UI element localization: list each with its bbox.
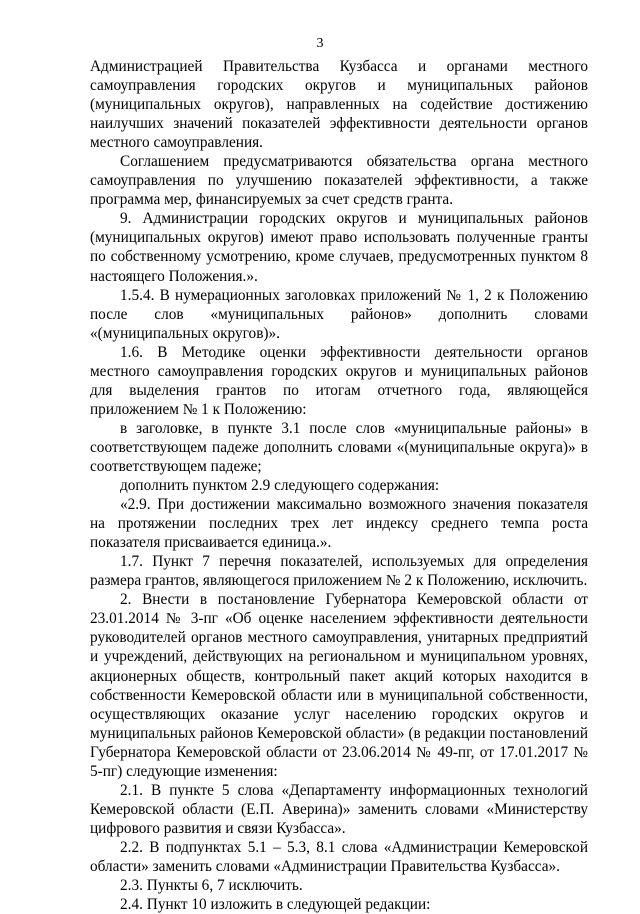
paragraph: Соглашением предусматриваются обязательства органа местного самоуправления по улучшению показателей эффективности, а также программа мер, финансируемых за счет средств гранта. [90,153,588,209]
paragraph: 2. Внести в постановление Губернатора Кемеровской области от 23.01.2014 № 3-пг «Об оценке населением эффективности деятельности руководителей органов местного самоуправления, унитарных предприятий и учреждений, действующих на региональном и муниципальном уровнях, акционерных обществ, контрольный пакет акций которых находится в собственности Кемеровской области или в муниципальной собственности, осуществляющих оказание услуг населению городских округов и муниципальных районов Кемеровской области» (в редакции постановлений Губернатора Кемеровской области от 23.06.2014 № 49-пг, от 17.01.2017 № 5-пг) следующие изменения: [90,591,588,780]
paragraph: 1.6. В Методике оценки эффективности деятельности органов местного самоуправления городских округов и муниципальных районов для выделения грантов по итогам отчетного года, являющейся приложением № 1 к Положению: [90,343,588,418]
paragraph: 9. Администрации городских округов и муниципальных районов (муниципальных округов) имеют право использовать полученные гранты по собственному усмотрению, кроме случаев, предусмотренных пунктом 8 настоящего Положения.». [90,210,588,285]
paragraph: 1.7. Пункт 7 перечня показателей, используемых для определения размера грантов, являющегося приложением № 2 к Положению, исключить. [90,553,588,590]
paragraph: Администрацией Правительства Кузбасса и органами местного самоуправления городских округов и муниципальных районов (муниципальных округов), направленных на содействие достижению наилучших значений показателей эффективности деятельности органов местного самоуправления. [90,58,588,152]
document-body [90,57,588,914]
paragraph: 2.3. Пункты 6, 7 исключить. [120,877,303,895]
paragraph: в заголовке, в пункте 3.1 после слов «муниципальные районы» в соответствующем падеже дополнить словами «(муниципальные округа)» в соответствующем падеже; [90,419,588,475]
paragraph: «2.9. При достижении максимально возможного значения показателя на протяжении последних трех лет индексу среднего темпа роста показателя присваивается единица.». [90,496,588,552]
paragraph: 2.2. В подпунктах 5.1 – 5.3, 8.1 слова «Администрации Кемеровской области» заменить словами «Администрации Правительства Кузбасса». [90,838,588,875]
paragraph: 2.4. Пункт 10 изложить в следующей редакции: [120,896,431,914]
paragraph: 2.1. В пункте 5 слова «Департаменту информационных технологий Кемеровской области (Е.П. Аверина)» заменить словами «Министерству цифрового развития и связи Кузбасса». [90,781,588,837]
paragraph: дополнить пунктом 2.9 следующего содержания: [120,477,440,495]
page-number: 3 [316,36,324,51]
paragraph: 1.5.4. В нумерационных заголовках приложений № 1, 2 к Положению после слов «муниципальных районов» дополнить словами «(муниципальных округов)». [90,286,588,342]
